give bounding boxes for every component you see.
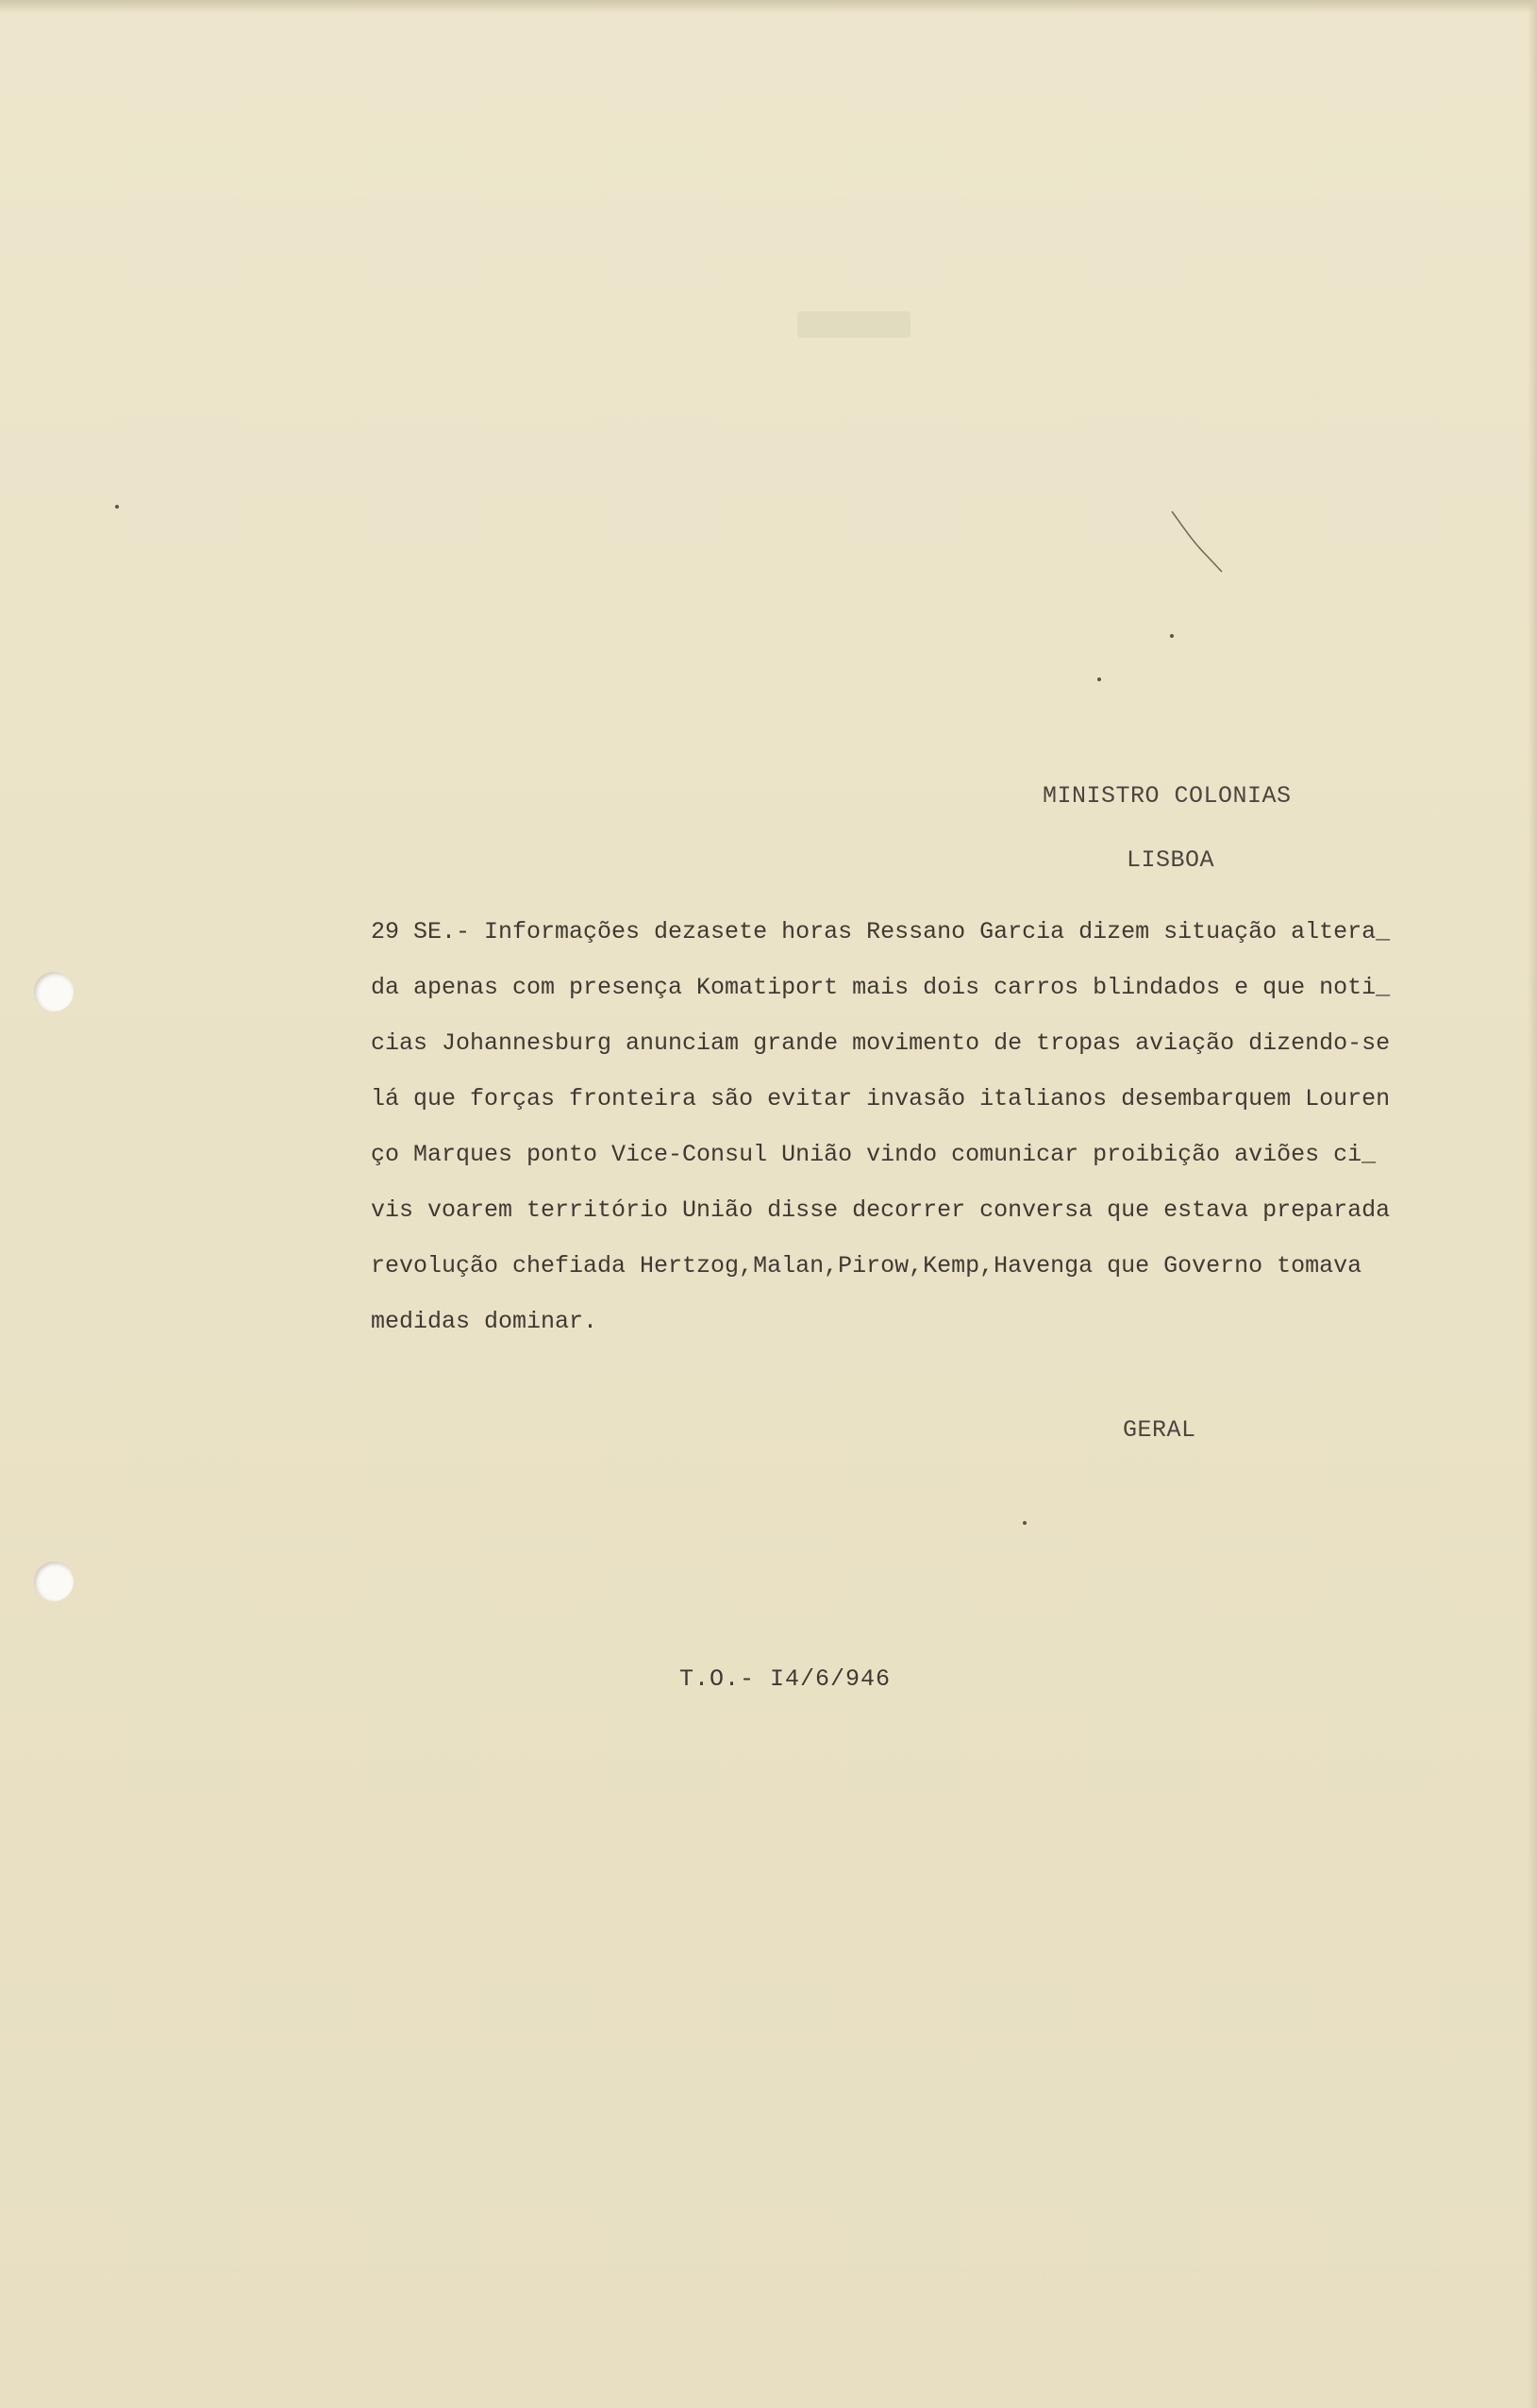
body-line: medidas dominar. (371, 1308, 598, 1335)
signature: GERAL (1123, 1416, 1196, 1444)
body-line: 29 SE.- Informações dezasete horas Ressano Garcia dizem situação altera_ (371, 918, 1391, 945)
body-line: ço Marques ponto Vice-Consul União vindo comunicar proibição aviões ci_ (371, 1141, 1377, 1168)
body-line: lá que forças fronteira são evitar invasão italianos desembarquem Louren (371, 1085, 1391, 1112)
body-line: da apenas com presença Komatiport mais dois carros blindados e que noti_ (371, 974, 1391, 1001)
faint-stamp-mark (797, 311, 911, 338)
punch-hole-lower (34, 1562, 74, 1601)
body-line: revolução chefiada Hertzog,Malan,Pirow,Kemp,Havenga que Governo tomava (371, 1252, 1362, 1279)
ink-speck (1023, 1521, 1027, 1525)
body-line: vis voarem território União disse decorrer conversa que estava preparada (371, 1196, 1391, 1224)
paper-top-edge (0, 0, 1537, 13)
telegram-body (371, 904, 1503, 1349)
addressee: MINISTRO COLONIAS (1043, 782, 1292, 810)
punch-hole-upper (34, 972, 74, 1012)
addressee-city: LISBOA (1127, 846, 1215, 874)
ink-speck (1170, 634, 1174, 638)
body-line: cias Johannesburg anunciam grande movimento de tropas aviação dizendo-se (371, 1029, 1391, 1057)
pencil-mark (1170, 510, 1227, 576)
reference-number: T.O.- I4/6/946 (679, 1665, 892, 1693)
ink-speck (1097, 677, 1101, 681)
paper-right-edge (1528, 0, 1537, 2408)
ink-speck (115, 505, 119, 509)
